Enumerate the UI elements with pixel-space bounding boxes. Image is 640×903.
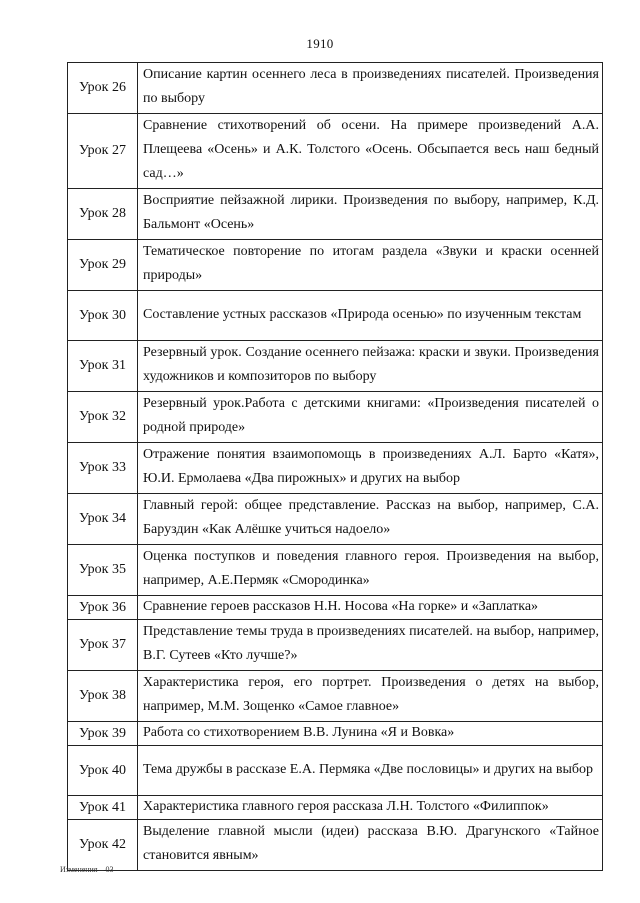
page-number: 1910 xyxy=(306,36,334,51)
lesson-description: Представление темы труда в произведениях писателей. на выбор, например, В.Г. Сутеев «Кто лучше?» xyxy=(138,620,603,671)
lesson-number: Урок 31 xyxy=(68,341,138,392)
lesson-description: Восприятие пейзажной лирики. Произведения по выбору, например, К.Д. Бальмонт «Осень» xyxy=(138,189,603,240)
table-row xyxy=(68,291,603,341)
lesson-number: Урок 39 xyxy=(68,722,138,746)
lesson-number: Урок 36 xyxy=(68,596,138,620)
table-row xyxy=(68,63,603,114)
lesson-description: Работа со стихотворением В.В. Лунина «Я и Вовка» xyxy=(138,722,603,746)
lesson-description: Отражение понятия взаимопомощь в произведениях А.Л. Барто «Катя», Ю.И. Ермолаева «Два пирожных» и других на выбор xyxy=(138,443,603,494)
lesson-description: Составление устных рассказов «Природа осенью» по изученным текстам xyxy=(138,291,603,341)
lesson-description: Выделение главной мысли (идеи) рассказа В.Ю. Драгунского «Тайное становится явным» xyxy=(138,820,603,871)
table-row xyxy=(68,820,603,871)
lesson-number: Урок 42 xyxy=(68,820,138,871)
lesson-number: Урок 34 xyxy=(68,494,138,545)
table-row xyxy=(68,796,603,820)
table-row xyxy=(68,114,603,189)
lesson-number: Урок 41 xyxy=(68,796,138,820)
lesson-number: Урок 26 xyxy=(68,63,138,114)
lesson-number: Урок 27 xyxy=(68,114,138,189)
lesson-table xyxy=(67,62,603,871)
lesson-description: Характеристика главного героя рассказа Л.Н. Толстого «Филиппок» xyxy=(138,796,603,820)
lesson-description: Резервный урок. Создание осеннего пейзажа: краски и звуки. Произведения художников и композиторов по выбору xyxy=(138,341,603,392)
lesson-description: Главный герой: общее представление. Рассказ на выбор, например, С.А. Баруздин «Как Алёшке учиться надоело» xyxy=(138,494,603,545)
table-row xyxy=(68,189,603,240)
footer-revision: Изменения – 03 xyxy=(60,865,114,874)
lesson-description: Сравнение героев рассказов Н.Н. Носова «На горке» и «Заплатка» xyxy=(138,596,603,620)
lesson-number: Урок 30 xyxy=(68,291,138,341)
table-row xyxy=(68,620,603,671)
lesson-description: Характеристика героя, его портрет. Произведения о детях на выбор, например, М.М. Зощенко «Самое главное» xyxy=(138,671,603,722)
table-row xyxy=(68,746,603,796)
lesson-description: Тема дружбы в рассказе Е.А. Пермяка «Две пословицы» и других на выбор xyxy=(138,746,603,796)
lesson-number: Урок 33 xyxy=(68,443,138,494)
lesson-number: Урок 28 xyxy=(68,189,138,240)
table-row xyxy=(68,596,603,620)
table-row xyxy=(68,494,603,545)
lesson-description: Описание картин осеннего леса в произведениях писателей. Произведения по выбору xyxy=(138,63,603,114)
table-row xyxy=(68,341,603,392)
lesson-description: Тематическое повторение по итогам раздела «Звуки и краски осенней природы» xyxy=(138,240,603,291)
lesson-number: Урок 35 xyxy=(68,545,138,596)
table-row xyxy=(68,443,603,494)
lesson-description: Сравнение стихотворений об осени. На примере произведений А.А. Плещеева «Осень» и А.К. Толстого «Осень. Обсыпается весь наш бедный сад…» xyxy=(138,114,603,189)
lesson-number: Урок 40 xyxy=(68,746,138,796)
table-row xyxy=(68,722,603,746)
table-row xyxy=(68,671,603,722)
lesson-number: Урок 32 xyxy=(68,392,138,443)
lesson-description: Оценка поступков и поведения главного героя. Произведения на выбор, например, А.Е.Пермяк «Смородинка» xyxy=(138,545,603,596)
table-row xyxy=(68,545,603,596)
lesson-number: Урок 38 xyxy=(68,671,138,722)
table-row xyxy=(68,392,603,443)
lesson-number: Урок 29 xyxy=(68,240,138,291)
lesson-number: Урок 37 xyxy=(68,620,138,671)
table-row xyxy=(68,240,603,291)
lesson-description: Резервный урок.Работа с детскими книгами: «Произведения писателей о родной природе» xyxy=(138,392,603,443)
